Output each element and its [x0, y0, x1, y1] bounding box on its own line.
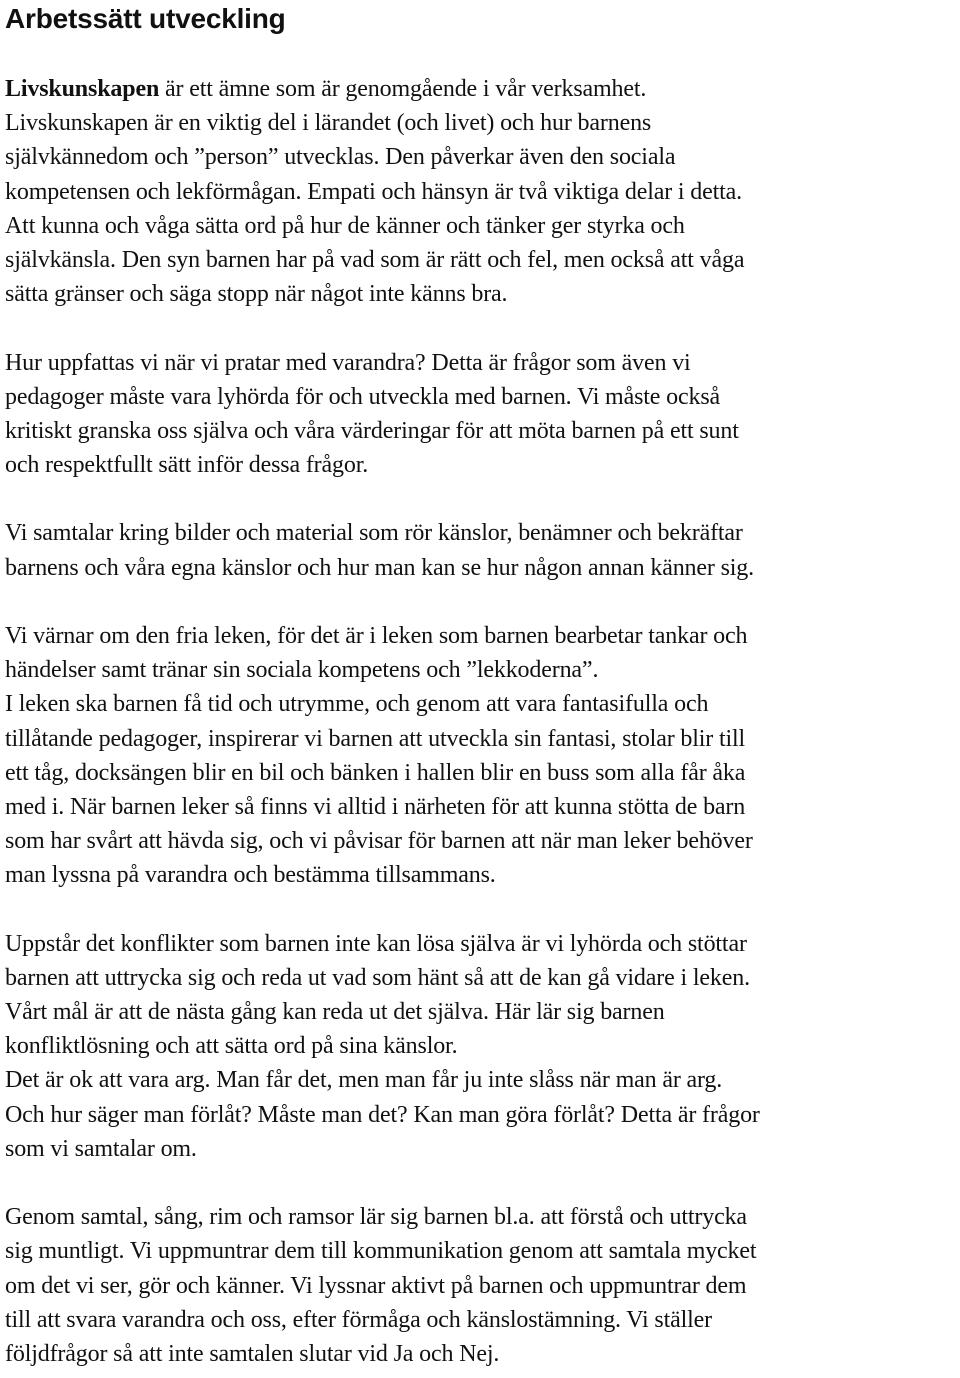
text-line: Det är ok att vara arg. Man får det, men man får ju inte slåss när man är arg.	[5, 1067, 723, 1094]
paragraph-free-play	[5, 619, 960, 893]
bold-term: Livskunskapen	[5, 76, 160, 102]
paragraph-gap	[5, 482, 960, 516]
text-line: man lyssna på varandra och bestämma tillsammans.	[5, 862, 496, 889]
text-line: kompetensen och lekförmågan. Empati och hänsyn är två viktiga delar i detta.	[5, 178, 743, 205]
text-line: självkännedom och ”person” utvecklas. Den påverkar även den sociala	[5, 144, 676, 171]
text-line: som har svårt att hävda sig, och vi påvisar för barnen att när man leker behöver	[5, 828, 753, 855]
text-line: Hur uppfattas vi när vi pratar med varandra? Detta är frågor som även vi	[5, 349, 691, 376]
text-line: som vi samtalar om.	[5, 1135, 197, 1162]
text-line: Och hur säger man förlåt? Måste man det? Kan man göra förlåt? Detta är frågor	[5, 1101, 760, 1128]
text-line: Vi samtalar kring bilder och material som rör känslor, benämner och bekräftar	[5, 520, 743, 547]
paragraph-emotions	[5, 516, 960, 584]
text-line: Genom samtal, sång, rim och ramsor lär sig barnen bl.a. att förstå och uttrycka	[5, 1204, 747, 1231]
text-line: Vi värnar om den fria leken, för det är i leken som barnen bearbetar tankar och	[5, 623, 748, 649]
paragraph-conflicts	[5, 927, 960, 1166]
text-line	[5, 72, 960, 106]
document-page	[5, 0, 960, 1371]
text-line: om det vi ser, gör och känner. Vi lyssnar aktivt på barnen och uppmuntrar dem	[5, 1272, 747, 1299]
paragraph-gap	[5, 311, 960, 345]
text-line: till att svara varandra och oss, efter förmåga och känslostämning. Vi ställer	[5, 1306, 713, 1333]
text-line: barnens och våra egna känslor och hur man kan se hur någon annan känner sig.	[5, 554, 755, 581]
text-line: sig muntligt. Vi uppmuntrar dem till kommunikation genom att samtala mycket	[5, 1238, 757, 1265]
text-line: ett tåg, docksängen blir en bil och bänken i hallen blir en buss som alla får åka	[5, 759, 746, 786]
text-line: självkänsla. Den syn barnen har på vad som är rätt och fel, men också att våga	[5, 246, 745, 273]
text-line: följdfrågor så att inte samtalen slutar vid Ja och Nej.	[5, 1340, 500, 1367]
text-line: händelser samt tränar sin sociala kompetens och ”lekkoderna”.	[5, 657, 599, 684]
text-line: tillåtande pedagoger, inspirerar vi barnen att utveckla sin fantasi, stolar blir till	[5, 725, 746, 752]
text-line: barnen att uttrycka sig och reda ut vad som hänt så att de kan gå vidare i leken.	[5, 964, 750, 991]
text-line: Uppstår det konflikter som barnen inte kan lösa själva är vi lyhörda och stöttar	[5, 930, 747, 957]
paragraph-gap	[5, 585, 960, 619]
text-line: kritiskt granska oss själva och våra värderingar för att möta barnen på ett sunt	[5, 417, 739, 444]
paragraph-language	[5, 1200, 960, 1371]
text-line: sätta gränser och säga stopp när något inte känns bra.	[5, 281, 508, 308]
text-line: pedagoger måste vara lyhörda för och utveckla med barnen. Vi måste också	[5, 383, 721, 410]
paragraph-gap	[5, 893, 960, 927]
text-line: I leken ska barnen få tid och utrymme, och genom att vara fantasifulla och	[5, 691, 709, 718]
paragraph-communication	[5, 346, 960, 483]
text-span: är ett ämne som är genomgående i vår verksamhet.	[159, 76, 647, 102]
text-line: konfliktlösning och att sätta ord på sina känslor.	[5, 1033, 458, 1060]
text-line: med i. När barnen leker så finns vi alltid i närheten för att kunna stötta de barn	[5, 793, 746, 820]
paragraph-gap	[5, 1166, 960, 1200]
page-heading: Arbetssätt utveckling	[5, 3, 286, 34]
text-line: och respektfullt sätt inför dessa frågor.	[5, 452, 369, 479]
text-line: Livskunskapen är en viktig del i lärandet (och livet) och hur barnens	[5, 110, 652, 137]
paragraph-livskunskap	[5, 72, 960, 311]
text-line: Vårt mål är att de nästa gång kan reda ut det själva. Här lär sig barnen	[5, 999, 665, 1026]
text-line: Att kunna och våga sätta ord på hur de känner och tänker ger styrka och	[5, 212, 685, 239]
